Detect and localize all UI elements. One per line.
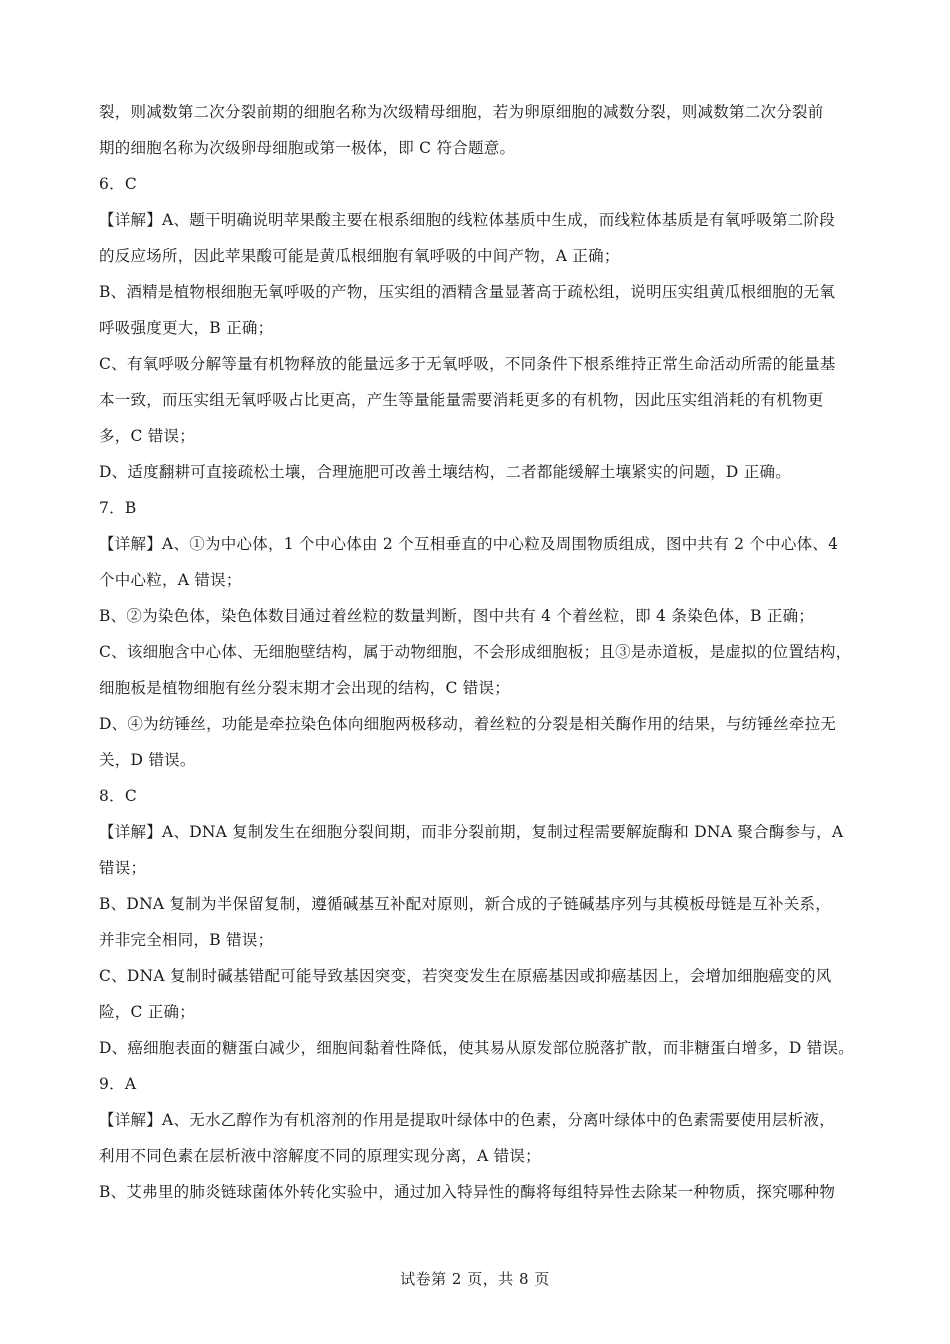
text-line: 【详解】A、题干明确说明苹果酸主要在根系细胞的线粒体基质中生成，而线粒体基质是有氧呼吸第二阶段 xyxy=(99,211,835,229)
text-line: 多，C 错误； xyxy=(99,427,196,445)
text-line: B、酒精是植物根细胞无氧呼吸的产物，压实组的酒精含量显著高于疏松组，说明压实组黄瓜根细胞的无氧 xyxy=(99,283,836,301)
text-line: 个中心粒，A 错误； xyxy=(99,571,242,589)
text-line: C、该细胞含中心体、无细胞壁结构，属于动物细胞，不会形成细胞板；且③是赤道板，是虚拟的位置结构， xyxy=(99,643,852,661)
text-line: 细胞板是植物细胞有丝分裂末期才会出现的结构，C 错误； xyxy=(99,679,511,697)
question-number: 7．B xyxy=(99,499,137,517)
text-line: 利用不同色素在层析液中溶解度不同的原理实现分离，A 错误； xyxy=(99,1147,541,1165)
text-line: 期的细胞名称为次级卵母细胞或第一极体，即 C 符合题意。 xyxy=(99,139,516,157)
question-number: 8．C xyxy=(99,787,137,805)
answer-explanations xyxy=(99,94,859,1210)
text-line: C、DNA 复制时碱基错配可能导致基因突变，若突变发生在原癌基因或抑癌基因上，会增加细胞癌变的风 xyxy=(99,967,832,985)
text-line: C、有氧呼吸分解等量有机物释放的能量远多于无氧呼吸，不同条件下根系维持正常生命活动所需的能量基 xyxy=(99,355,836,373)
text-line: 呼吸强度更大，B 正确； xyxy=(99,319,274,337)
text-line: 错误； xyxy=(99,859,147,877)
text-line: 裂，则减数第二次分裂前期的细胞名称为次级精母细胞，若为卵原细胞的减数分裂，则减数第二次分裂前 xyxy=(99,103,824,121)
question-number: 9．A xyxy=(99,1075,137,1093)
text-line: 并非完全相同，B 错误； xyxy=(99,931,274,949)
text-line: D、适度翻耕可直接疏松土壤，合理施肥可改善土壤结构，二者都能缓解土壤紧实的问题，D 正确。 xyxy=(99,463,792,481)
page-footer: 试卷第 2 页，共 8 页 xyxy=(400,1270,550,1288)
text-line: 【详解】A、①为中心体，1 个中心体由 2 个互相垂直的中心粒及周围物质组成，图中共有 2 个中心体、4 xyxy=(99,535,839,553)
text-line: 险，C 正确； xyxy=(99,1003,196,1021)
text-line: 【详解】A、DNA 复制发生在细胞分裂间期，而非分裂前期，复制过程需要解旋酶和 DNA 聚合酶参与，A xyxy=(99,823,844,841)
text-line: D、癌细胞表面的糖蛋白减少，细胞间黏着性降低，使其易从原发部位脱落扩散，而非糖蛋白增多，D 错误。 xyxy=(99,1039,855,1057)
text-line: 【详解】A、无水乙醇作为有机溶剂的作用是提取叶绿体中的色素，分离叶绿体中的色素需要使用层析液， xyxy=(99,1111,835,1129)
text-line: 本一致，而压实组无氧呼吸占比更高，产生等量能量需要消耗更多的有机物，因此压实组消耗的有机物更 xyxy=(99,391,824,409)
question-number: 6．C xyxy=(99,175,137,193)
text-line: B、艾弗里的肺炎链球菌体外转化实验中，通过加入特异性的酶将每组特异性去除某一种物质，探究哪种物 xyxy=(99,1183,836,1201)
text-line: 的反应场所，因此苹果酸可能是黄瓜根细胞有氧呼吸的中间产物，A 正确； xyxy=(99,247,620,265)
text-line: 关，D 错误。 xyxy=(99,751,196,769)
text-line: B、DNA 复制为半保留复制，遵循碱基互补配对原则，新合成的子链碱基序列与其模板母链是互补关系， xyxy=(99,895,832,913)
text-line: D、④为纺锤丝，功能是牵拉染色体向细胞两极移动，着丝粒的分裂是相关酶作用的结果，与纺锤丝牵拉无 xyxy=(99,715,837,733)
text-line: B、②为染色体，染色体数目通过着丝粒的数量判断，图中共有 4 个着丝粒，即 4 条染色体，B 正确； xyxy=(99,607,815,625)
